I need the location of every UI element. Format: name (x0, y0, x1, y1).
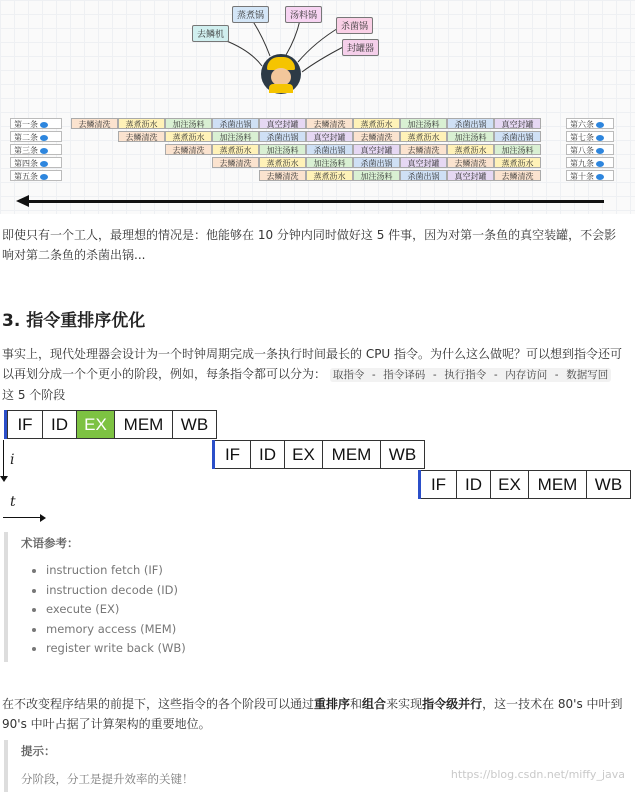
schedule-cell: 杀菌出锅 (494, 131, 541, 142)
pipeline-row (418, 470, 631, 499)
tip-title: 提示： (21, 744, 56, 758)
schedule-cell: 加注汤料 (259, 144, 306, 155)
schedule-cell: 蒸煮沥水 (165, 131, 212, 142)
task-sealer: 封罐器 (342, 39, 379, 56)
right-fish-label: 第九条 (566, 157, 614, 168)
right-fish-label: 第十条 (566, 170, 614, 181)
schedule-cell: 真空封罐 (259, 118, 306, 129)
fish-icon (596, 135, 604, 141)
schedule-cell: 蒸煮沥水 (306, 170, 353, 181)
timeline-arrowhead (16, 195, 29, 207)
schedule-cell: 蒸煮沥水 (494, 157, 541, 168)
pipeline-stage-id: ID (251, 440, 285, 469)
left-fish-label: 第五条 (10, 170, 62, 181)
schedule-cell: 去鳞清洗 (165, 144, 212, 155)
pipeline-stage-wb: WB (173, 410, 217, 439)
task-steamer: 蒸煮锅 (232, 6, 269, 23)
schedule-cell: 杀菌出锅 (306, 144, 353, 155)
schedule-cell: 加注汤料 (212, 131, 259, 142)
tip-blockquote (4, 740, 621, 792)
task-soup-pot: 汤料锅 (285, 6, 322, 23)
right-fish-label: 第八条 (566, 144, 614, 155)
worker-avatar (261, 54, 301, 94)
schedule-cell: 杀菌出锅 (447, 118, 494, 129)
pipeline-stage-mem: MEM (323, 440, 381, 469)
pipeline-stage-wb: WB (587, 470, 631, 499)
stages-paragraph: 事实上，现代处理器会设计为一个时钟周期完成一条执行时间最长的 CPU 指令。为什么这么做呢？可以想到指令还可以再划分成一个个更小的阶段，例如，每条指令都可以分为： 取指令 - 指令译码 - 执行指令 - 内存访问 - 数据写回 这 5 个阶段 (2, 347, 623, 402)
axis-t-arrowhead (40, 514, 46, 522)
axis-i-arrowhead (0, 476, 8, 482)
section-heading: 3. 指令重排序优化 (2, 311, 146, 331)
schedule-cell: 去鳞清洗 (212, 157, 259, 168)
schedule-cell: 加注汤料 (165, 118, 212, 129)
schedule-cell: 杀菌出锅 (259, 131, 306, 142)
pipeline-stage-ex: EX (285, 440, 323, 469)
fish-icon (596, 148, 604, 154)
fish-canning-diagram (0, 0, 635, 214)
schedule-cell: 加注汤料 (353, 170, 400, 181)
tip-text: 分阶段，分工是提升效率的关键！ (21, 772, 194, 786)
fish-icon (596, 122, 604, 128)
term-item: • instruction decode (ID) (46, 581, 621, 601)
schedule-cell: 真空封罐 (447, 170, 494, 181)
schedule-cell: 去鳞清洗 (306, 118, 353, 129)
pipeline-stage-if: IF (215, 440, 251, 469)
term-item: • memory access (MEM) (46, 620, 621, 640)
axis-i-line (3, 440, 4, 478)
fish-icon (40, 122, 48, 128)
schedule-cell: 蒸煮沥水 (353, 118, 400, 129)
schedule-cell: 真空封罐 (353, 144, 400, 155)
timeline-arrow (28, 200, 604, 203)
left-fish-label: 第四条 (10, 157, 62, 168)
pipeline-stage-ex: EX (491, 470, 529, 499)
schedule-cell: 蒸煮沥水 (400, 131, 447, 142)
terms-title: 术语参考： (21, 536, 79, 550)
schedule-cell: 蒸煮沥水 (447, 144, 494, 155)
schedule-cell: 加注汤料 (306, 157, 353, 168)
fish-icon (596, 161, 604, 167)
schedule-cell: 蒸煮沥水 (118, 118, 165, 129)
schedule-cell: 去鳞清洗 (353, 131, 400, 142)
schedule-cell: 真空封罐 (400, 157, 447, 168)
schedule-cell: 去鳞清洗 (71, 118, 118, 129)
terms-blockquote (4, 532, 621, 662)
pipeline-stage-id: ID (43, 410, 77, 439)
schedule-cell: 蒸煮沥水 (259, 157, 306, 168)
term-item: • register write back (WB) (46, 639, 621, 659)
task-sterilizer: 杀菌锅 (336, 17, 373, 34)
schedule-cell: 去鳞清洗 (400, 144, 447, 155)
schedule-cell: 去鳞清洗 (118, 131, 165, 142)
schedule-cell: 去鳞清洗 (447, 157, 494, 168)
pipeline-stage-mem: MEM (115, 410, 173, 439)
pipeline-stage-ex: EX (77, 410, 115, 439)
connector-lines (0, 0, 635, 214)
fish-icon (40, 161, 48, 167)
schedule-cell: 加注汤料 (447, 131, 494, 142)
fish-icon (40, 174, 48, 180)
left-fish-label: 第二条 (10, 131, 62, 142)
schedule-cell: 蒸煮沥水 (212, 144, 259, 155)
pipeline-stage-if: IF (7, 410, 43, 439)
schedule-cell: 加注汤料 (400, 118, 447, 129)
schedule-cell: 加注汤料 (494, 144, 541, 155)
right-fish-label: 第六条 (566, 118, 614, 129)
schedule-cell: 去鳞清洗 (259, 170, 306, 181)
axis-t-label: t (10, 494, 16, 510)
schedule-cell: 杀菌出锅 (353, 157, 400, 168)
term-item: • instruction fetch (IF) (46, 561, 621, 581)
left-fish-label: 第一条 (10, 118, 62, 129)
fish-icon (40, 148, 48, 154)
pipeline-stage-mem: MEM (529, 470, 587, 499)
schedule-cell: 杀菌出锅 (212, 118, 259, 129)
pipeline-row (4, 410, 217, 439)
intro-paragraph: 即使只有一个工人，最理想的情况是：他能够在 10 分钟内同时做好这 5 件事，因为对第一条鱼的真空装罐，不会影响对第二条鱼的杀菌出锅... (2, 228, 617, 262)
fish-icon (596, 174, 604, 180)
left-fish-label: 第三条 (10, 144, 62, 155)
fish-icon (40, 135, 48, 141)
ilp-paragraph: 在不改变程序结果的前提下，这些指令的各个阶段可以通过重排序和组合来实现指令级并行，这一技术在 80's 中叶到 90's 中叶占据了计算架构的重要地位。 (2, 697, 623, 731)
task-descaler: 去鳞机 (192, 25, 229, 42)
pipeline-stage-if: IF (421, 470, 457, 499)
schedule-cell: 杀菌出锅 (400, 170, 447, 181)
pipeline-stage-wb: WB (381, 440, 425, 469)
pipeline-row (212, 440, 425, 469)
right-fish-label: 第七条 (566, 131, 614, 142)
axis-i-label: i (10, 452, 15, 468)
watermark: https://blog.csdn.net/miffy_java (450, 768, 625, 781)
schedule-cell: 真空封罐 (494, 118, 541, 129)
axis-t-line (3, 517, 41, 518)
schedule-cell: 真空封罐 (306, 131, 353, 142)
terms-list (21, 561, 621, 659)
schedule-cell: 去鳞清洗 (494, 170, 541, 181)
stages-code: 取指令 - 指令译码 - 执行指令 - 内存访问 - 数据写回 (330, 368, 611, 382)
pipeline-stage-id: ID (457, 470, 491, 499)
term-item: • execute (EX) (46, 600, 621, 620)
